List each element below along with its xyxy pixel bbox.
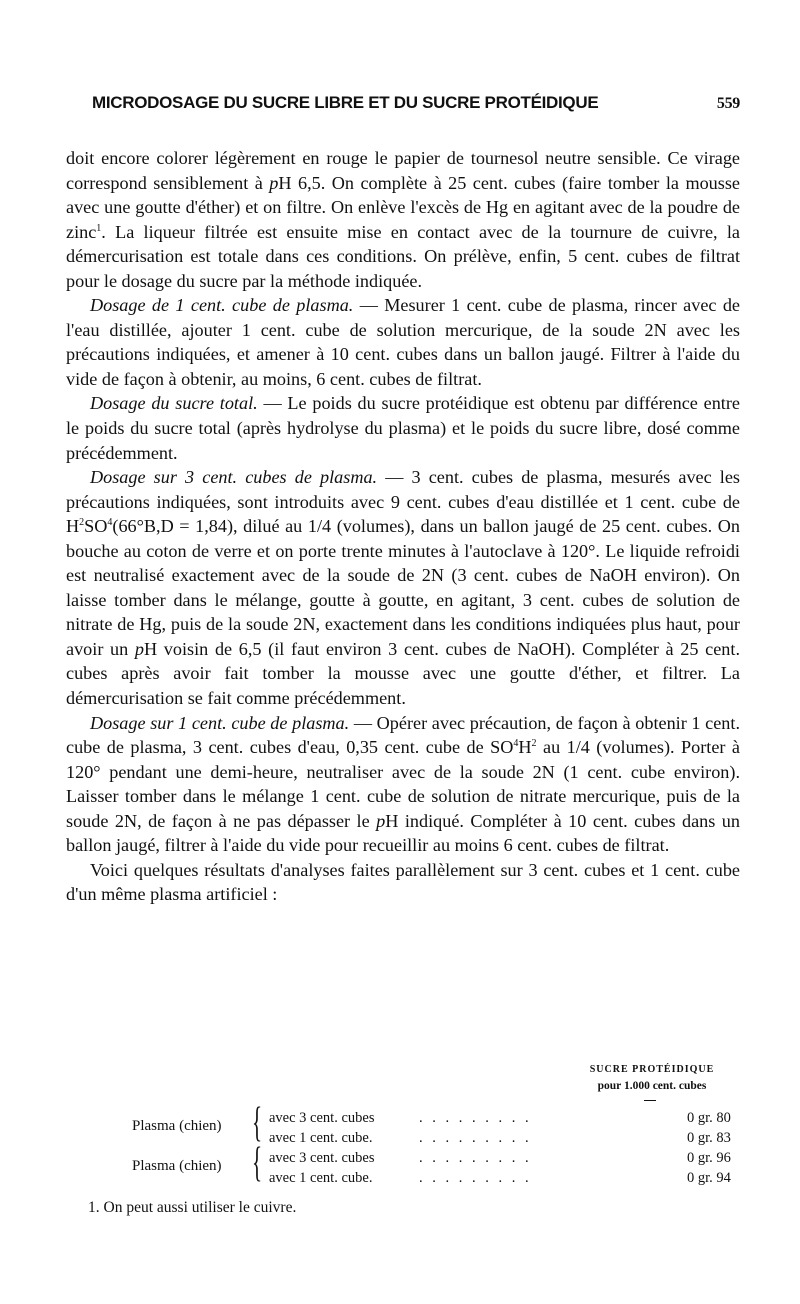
- paragraph-resultats: [66, 858, 740, 907]
- text-run: — Mesurer 1 cent. cube de plasma, rincer avec de l'eau distillée, ajouter 1 cent. cube de solution mercurique, de la soude 2N avec les précautions indiquées, et amener à 10 cent. cubes dans un ballon jaugé. Filtrer à l'aide du vide de façon à obtenir, au moins, 6 cent. cubes de filtrat.: [66, 295, 740, 389]
- text-run: — Opérer avec précaution, de façon à obtenir 1 cent. cube de plasma, 3 cent. cubes d'eau, 0,35 cent. cube de SO: [66, 712, 740, 758]
- footnote: 1. On peut aussi utiliser le cuivre.: [88, 1199, 297, 1216]
- superscript: 1: [96, 222, 102, 234]
- text-run: SO: [84, 516, 108, 537]
- row-value: 0 gr. 83: [687, 1130, 731, 1146]
- italic-run: Dosage sur 3 cent. cubes de plasma.: [90, 467, 378, 488]
- paragraph-dosage-1-cube: [66, 293, 740, 391]
- body-text: [66, 146, 740, 907]
- paragraph-dosage-3-cubes: [66, 465, 740, 710]
- text-run: H indiqué. Compléter à 10 cent. cubes dans un ballon jaugé, filtrer à l'aide du vide pour recueillir au moins 6 cent. cubes de filtrat.: [66, 810, 740, 856]
- row-description: avec 3 cent. cubes: [269, 1150, 375, 1166]
- table-row: [269, 1168, 739, 1188]
- text-run: — Le poids du sucre protéidique est obtenu par différence entre le poids du sucre total (après hydrolyse du plasma) et le poids du sucre libre, dosé comme précédemment.: [66, 393, 740, 463]
- row-value: 0 gr. 94: [687, 1170, 731, 1186]
- italic-run: Dosage sur 1 cent. cube de plasma.: [90, 712, 350, 733]
- italic-run: Dosage de 1 cent. cube de plasma.: [90, 295, 354, 316]
- row-description: avec 3 cent. cubes: [269, 1110, 375, 1126]
- row-value: 0 gr. 96: [687, 1150, 731, 1166]
- table-row: [269, 1148, 739, 1168]
- leader-dots: . . . . . . . . .: [419, 1110, 532, 1126]
- text-run: . La liqueur filtrée est ensuite mise en contact avec de la tournure de cuivre, la démercurisation est totale dans ces conditions. On prélève, enfin, 5 cent. cubes de filtrat pour le dosage du sucre par la méthode indiquée.: [66, 221, 740, 291]
- column-header: [566, 1062, 738, 1094]
- header-title: MICRODOSAGE DU SUCRE LIBRE ET DU SUCRE PROTÉIDIQUE: [92, 93, 599, 112]
- group-brace: {: [252, 1100, 263, 1146]
- leader-dots: . . . . . . . . .: [419, 1150, 532, 1166]
- table-group: [66, 1140, 740, 1190]
- table-row: [269, 1128, 739, 1148]
- group-label: Plasma (chien): [132, 1118, 222, 1134]
- leader-dots: . . . . . . . . .: [419, 1170, 532, 1186]
- leader-dots: . . . . . . . . .: [419, 1130, 532, 1146]
- superscript: 4: [513, 738, 519, 750]
- italic-run: Dosage du sucre total.: [90, 393, 258, 414]
- group-brace: {: [252, 1140, 263, 1186]
- column-header-line2: pour 1.000 cent. cubes: [597, 1080, 707, 1092]
- paragraph-sucre-total: [66, 391, 740, 465]
- page-number: 559: [716, 95, 740, 112]
- superscript: 2: [79, 517, 85, 529]
- text-run: au 1/4 (volumes). Porter à 120° pendant une demi-heure, neutraliser avec de la soude 2N (1 cent. cube environ). Laisser tomber dans le mélange 1 cent. cube de solution de nitrate mercurique, puis de la soude 2N, de façon à ne pas dépasser le: [66, 737, 741, 831]
- group-label: Plasma (chien): [132, 1158, 222, 1174]
- text-run: H 6,5. On complète à 25 cent. cubes (faire tomber la mousse avec une goutte d'éther) et on filtre. On enlève l'excès de Hg en agitant avec de la poudre de zinc: [66, 172, 741, 242]
- italic-run: p: [134, 638, 144, 659]
- row-value: 0 gr. 80: [687, 1110, 731, 1126]
- text-run: — 3 cent. cubes de plasma, mesurés avec les précautions indiquées, sont introduits avec 9 cent. cubes d'eau distillée et 1 cent. cube de H: [66, 467, 741, 537]
- row-description: avec 1 cent. cube.: [269, 1130, 373, 1146]
- text-run: doit encore colorer légèrement en rouge le papier de tournesol neutre sensible. Ce virage correspond sensiblement à: [66, 148, 740, 193]
- superscript: 4: [107, 517, 113, 529]
- text-run: H: [518, 737, 532, 758]
- text-run: H voisin de 6,5 (il faut environ 3 cent. cubes de NaOH). Compléter à 25 cent. cubes après avoir fait tomber la mousse avec une goutte d'éther, et filtrer. La démercurisation se fait comme précédemment.: [66, 638, 740, 709]
- paragraph-dosage-1-cube-hydrolyse: [66, 711, 740, 858]
- text-run: Voici quelques résultats d'analyses faites parallèlement sur 3 cent. cubes et 1 cent. cube d'un même plasma artificiel :: [66, 859, 740, 905]
- running-header: [92, 93, 740, 113]
- superscript: 2: [531, 738, 537, 750]
- paragraph-continuation: [66, 146, 740, 293]
- column-header-line1: SUCRE PROTÉIDIQUE: [589, 1064, 715, 1075]
- row-description: avec 1 cent. cube.: [269, 1170, 373, 1186]
- column-rule: [644, 1100, 656, 1101]
- text-run: (66°B,D = 1,84), dilué au 1/4 (volumes), dans un ballon jaugé de 25 cent. cubes. On bouche au coton de verre et on porte trente minutes à l'autoclave à 120°. Le liquide refroidi est neutralisé exactement avec de la soude de 2N (3 cent. cubes de NaOH environ). On laisse tomber dans le mélange, goutte à goutte, en agitant, 3 cent. cubes de solution de nitrate de Hg, puis de la soude 2N, exactement dans les conditions indiquées plus haut, pour avoir un: [66, 516, 740, 659]
- italic-run: p: [376, 810, 386, 831]
- italic-run: p: [269, 172, 279, 193]
- table-group: [66, 1100, 740, 1150]
- table-row: [269, 1108, 739, 1128]
